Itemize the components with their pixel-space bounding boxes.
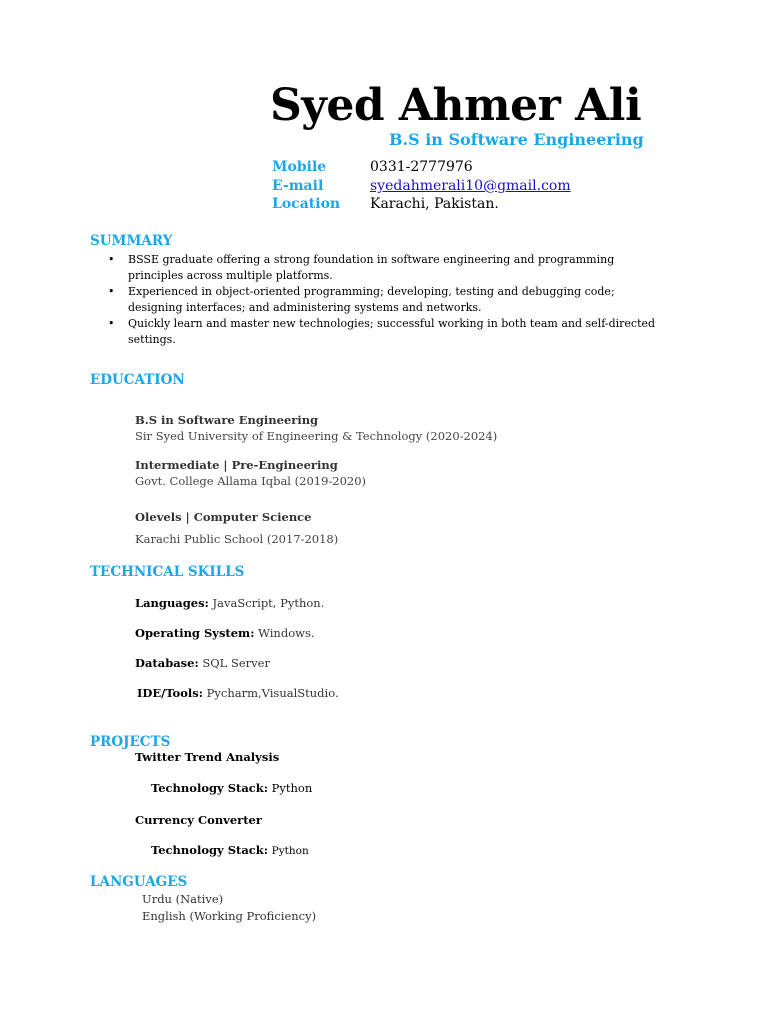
contact-email-label: E-mail <box>272 178 324 194</box>
skill-label: Operating System: <box>135 626 255 640</box>
contact-email-value <box>370 178 571 194</box>
language-item: Urdu (Native) <box>142 892 224 906</box>
skill-value: Pycharm,VisualStudio. <box>206 686 339 700</box>
summary-text: Experienced in object-oriented programming; developing, testing and debugging code; designing interfaces; and administering systems and networks. <box>128 285 615 314</box>
skill-value: JavaScript, Python. <box>212 596 325 610</box>
contact-mobile-label: Mobile <box>272 159 327 175</box>
skill-label: Languages: <box>135 596 209 610</box>
skill-languages <box>135 596 324 610</box>
stack-value: Python <box>271 845 309 857</box>
stack-label: Technology Stack: <box>151 781 268 795</box>
project-title: Twitter Trend Analysis <box>135 750 280 764</box>
skill-database <box>135 656 270 670</box>
stack-value: Python <box>271 781 313 795</box>
education-title: B.S in Software Engineering <box>135 413 319 427</box>
summary-text: Quickly learn and master new technologies; successful working in both team and self-directed settings. <box>128 317 656 346</box>
bullet: • <box>108 253 115 266</box>
bullet: • <box>108 317 115 330</box>
skill-value: SQL Server <box>202 656 270 670</box>
summary-text: BSSE graduate offering a strong foundation in software engineering and programming principles across multiple platforms. <box>128 253 615 282</box>
education-title: Olevels | Computer Science <box>135 510 312 524</box>
summary-item <box>108 284 668 315</box>
education-detail: Karachi Public School (2017-2018) <box>135 532 339 546</box>
email-link[interactable]: syedahmerali10@gmail.com <box>370 178 571 194</box>
contact-location-value: Karachi, Pakistan. <box>370 196 499 212</box>
bullet: • <box>108 285 115 298</box>
summary-item <box>108 316 668 347</box>
degree-subtitle: B.S in Software Engineering <box>389 130 644 149</box>
project-title: Currency Converter <box>135 813 262 827</box>
skill-label: Database: <box>135 656 199 670</box>
education-detail: Sir Syed University of Engineering & Technology (2020-2024) <box>135 429 498 443</box>
skill-label: IDE/Tools: <box>137 686 203 700</box>
candidate-name: Syed Ahmer Ali <box>270 80 642 131</box>
contact-mobile-value: 0331-2777976 <box>370 159 473 175</box>
language-item: English (Working Proficiency) <box>142 909 317 923</box>
languages-heading: LANGUAGES <box>90 874 188 890</box>
skills-heading: TECHNICAL SKILLS <box>90 564 245 580</box>
skill-value: Windows. <box>258 626 315 640</box>
stack-label: Technology Stack: <box>151 843 268 857</box>
summary-item <box>108 252 668 283</box>
summary-heading: SUMMARY <box>90 233 173 249</box>
project-stack <box>151 843 309 857</box>
skill-os <box>135 626 315 640</box>
education-heading: EDUCATION <box>90 372 185 388</box>
skill-ide <box>137 686 339 700</box>
project-stack <box>151 781 312 795</box>
contact-location-label: Location <box>272 196 341 212</box>
education-title: Intermediate | Pre-Engineering <box>135 458 338 472</box>
education-detail: Govt. College Allama Iqbal (2019-2020) <box>135 474 367 488</box>
projects-heading: PROJECTS <box>90 734 171 750</box>
summary-list <box>108 252 668 347</box>
